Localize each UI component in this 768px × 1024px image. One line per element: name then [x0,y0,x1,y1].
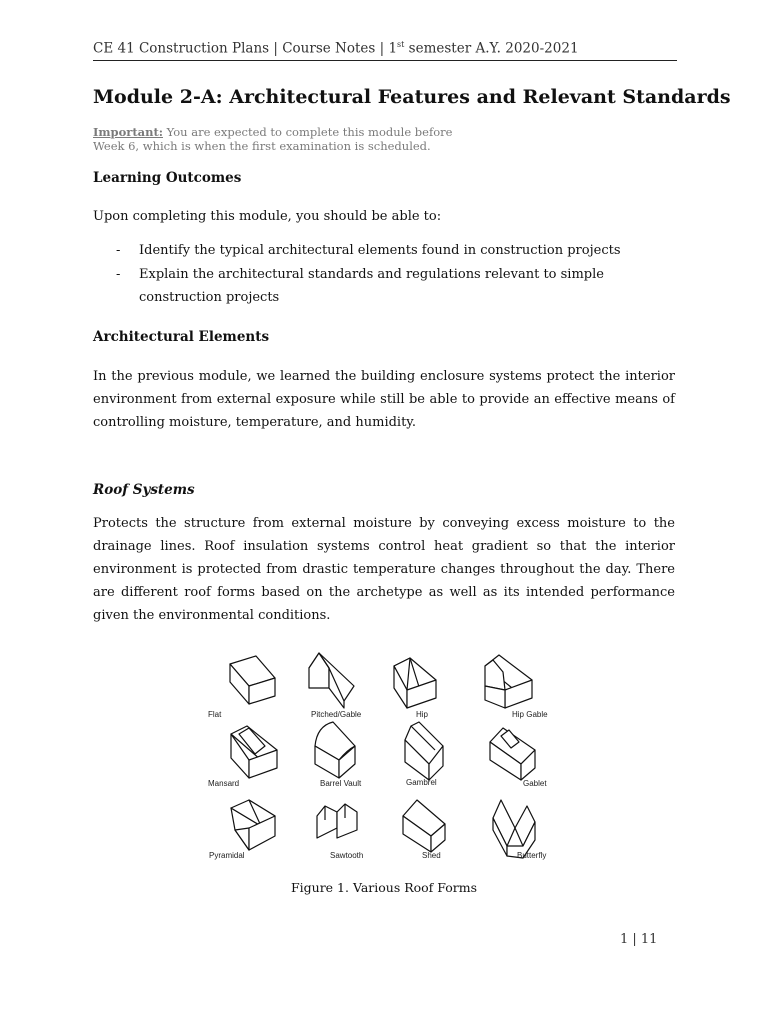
figure-label: Flat [208,710,222,719]
figure-label: Pitched/Gable [311,710,362,719]
important-line-1: You are expected to complete this module before [163,125,453,139]
butterfly-roof-icon [493,800,535,858]
important-label: Important: [93,125,163,139]
figure-label: Hip Gable [512,710,548,719]
header-superscript: st [397,40,405,49]
header-rule [93,60,677,61]
figure-label: Shed [422,851,441,860]
bullet-text: Explain the architectural standards and regulations relevant to simple construction projects [139,267,604,305]
header-text-end: semester A.Y. 2020-2021 [404,40,579,57]
hip-gable-roof-icon [485,655,532,708]
page-header [93,40,677,57]
architectural-elements-heading: Architectural Elements [93,329,270,345]
figure-label: Gablet [523,779,547,788]
figure-label: Hip [416,710,429,719]
gable-roof-icon [309,653,354,708]
important-line-2: Week 6, which is when the first examination is scheduled. [93,139,431,153]
bullet-text: Identify the typical architectural elements found in construction projects [139,243,621,258]
figure-label: Gambrel [406,778,437,787]
hip-roof-icon [394,658,436,708]
roof-forms-figure [205,650,560,862]
shed-roof-icon [403,800,445,852]
roof-systems-paragraph: Protects the structure from external moisture by conveying excess moisture to the drainage lines. Roof insulation systems control heat gradient so that the interior environment is protected from drastic temperature changes throughout the day. There are different roof forms based on the archetype as well as its intended performance given the environmental conditions. [93,516,675,623]
figure-label: Mansard [208,779,240,788]
pyramidal-roof-icon [231,800,275,850]
figure-label: Barrel Vault [320,779,362,788]
learning-outcomes-heading: Learning Outcomes [93,170,242,186]
bullet-dash: - [116,243,121,258]
bullet-dash: - [116,267,121,282]
figure-caption: Figure 1. Various Roof Forms [290,880,478,895]
sawtooth-roof-icon [317,804,357,838]
header-text: CE 41 Construction Plans | Course Notes | 1 [93,40,398,57]
important-note [93,125,513,153]
page-title: Module 2-A: Architectural Features and Relevant Standards [93,86,731,108]
flat-roof-icon [230,656,275,704]
roof-forms-illustration [205,650,560,862]
roof-systems-heading: Roof Systems [93,482,195,498]
gambrel-roof-icon [405,722,443,780]
page-number: 1 | 11 [620,932,658,947]
figure-label: Sawtooth [330,851,364,860]
learning-outcomes-intro: Upon completing this module, you should be able to: [93,209,442,224]
mansard-roof-icon [231,726,277,778]
figure-label: Butterfly [517,851,547,860]
architectural-elements-paragraph: In the previous module, we learned the building enclosure systems protect the interior environment from external exposure while still be able to provide an effective means of controlling moisture, temperature, and humidity. [93,369,675,430]
barrel-vault-roof-icon [315,722,355,778]
gablet-roof-icon [490,728,535,780]
figure-label: Pyramidal [209,851,245,860]
